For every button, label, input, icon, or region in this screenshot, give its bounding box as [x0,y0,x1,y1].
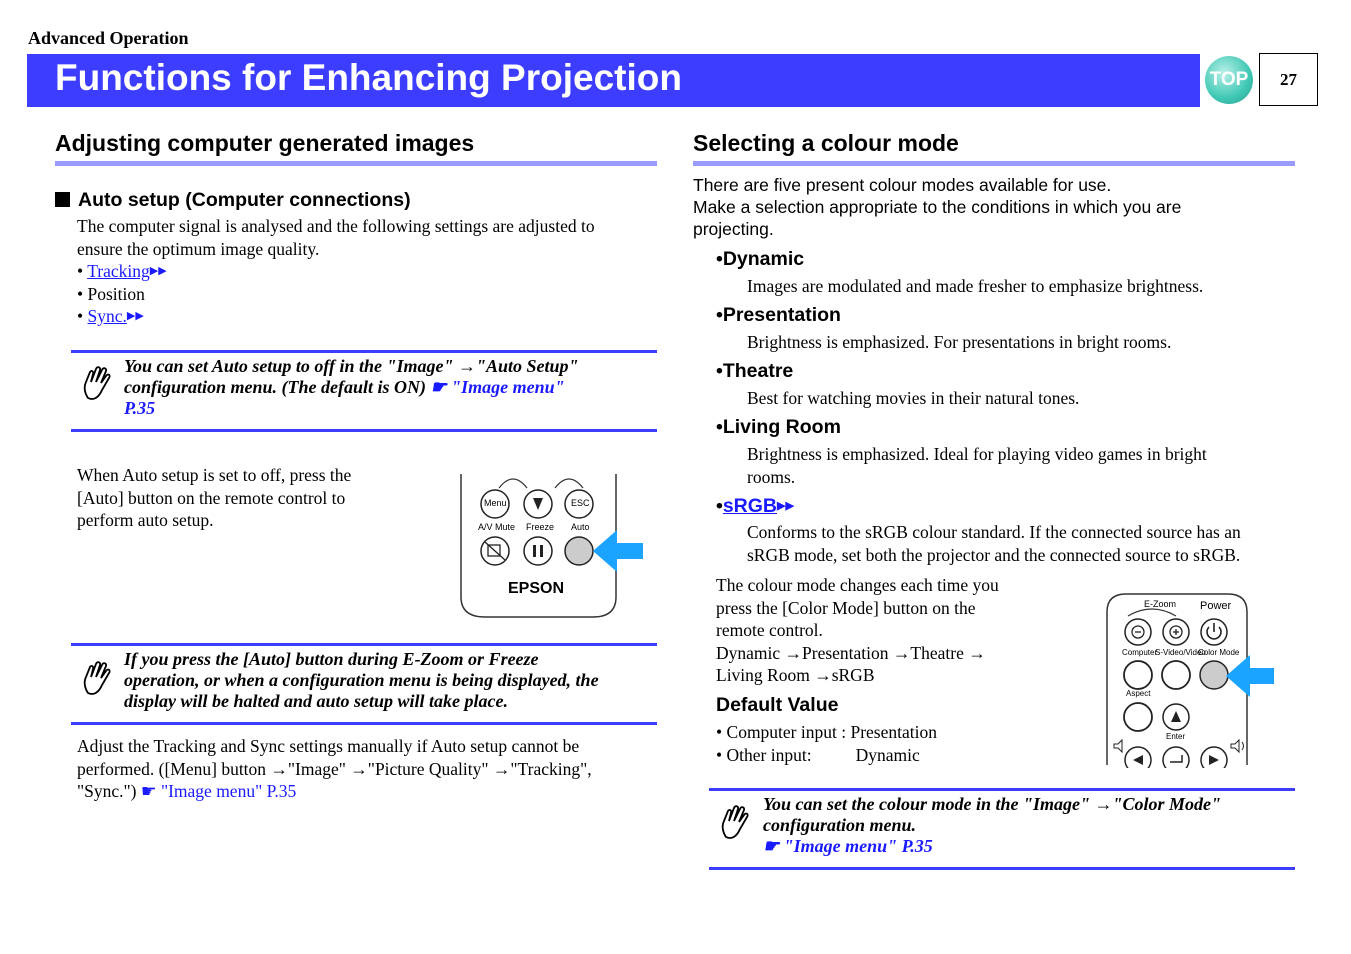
mode-living-room-heading: •Living Room [716,416,841,438]
remote1-avmute-label: A/V Mute [478,522,516,532]
colour-mode-change-text: The colour mode changes each time you press the [Color Mode] button on the remote control. Dynamic →Presentation →Theatre → Living Room →sRGB [716,575,999,685]
colour-mode-intro: There are five present colour modes available for use. Make a selection appropriate to the conditions in which you are projecting. [693,175,1182,239]
pointing-hand-icon: ☛ [140,781,157,801]
remote1-auto-label: Auto [571,522,590,532]
right-heading-rule [693,161,1295,166]
glossary-arrow-icon: ▶▶ [149,265,167,277]
tracking-link[interactable]: Tracking [87,261,150,281]
default-value-heading: Default Value [716,694,839,716]
enter-button-icon [1163,747,1189,768]
volume-up-icon [1231,740,1244,752]
glossary-arrow-icon: ▶▶ [777,500,794,512]
list-item-tracking: • Tracking▶▶ [77,261,167,281]
mode-srgb-heading: •sRGB▶▶ [716,495,794,517]
mode-theatre-heading: •Theatre [716,360,794,382]
remote2-computer-label: Computer [1122,648,1158,657]
right-heading: Selecting a colour mode [693,130,959,156]
page-title: Functions for Enhancing Projection [55,57,682,98]
settings-list [77,260,167,328]
image-menu-link[interactable]: "Image menu" [451,377,565,397]
mode-dynamic-heading: •Dynamic [716,248,805,270]
auto-setup-heading: Auto setup (Computer connections) [78,189,411,211]
freeze-button-icon [524,537,552,565]
color-mode-button-icon [1200,661,1228,689]
pointer-arrow-icon [593,530,643,572]
remote1-freeze-label: Freeze [526,522,555,532]
page-number: 27 [1259,53,1318,106]
manual-adjust-text: Adjust the Tracking and Sync settings manually if Auto setup cannot be performed. ([Menu] button →"Image" →"Picture Quality" →"Tracking", "Sync.") ☛ "Image menu" P.35 [77,736,592,801]
mode-presentation-desc: Brightness is emphasized. For presentations in bright rooms. [747,332,1172,352]
sync-link[interactable]: Sync. [87,306,127,326]
list-item-sync: • Sync.▶▶ [77,306,144,326]
image-menu-link[interactable]: "Image menu" P.35 [160,781,297,801]
intro-line: The computer signal is analysed and the following settings are adjusted to [77,216,595,236]
top-button[interactable]: TOP [1205,56,1253,104]
mode-theatre-desc: Best for watching movies in their natural tones. [747,388,1080,408]
section-label: Advanced Operation [28,28,189,48]
remote2-colormode-label: Color Mode [1198,648,1240,657]
glossary-arrow-icon: ▶▶ [126,310,144,322]
remote2-enter-label: Enter [1166,732,1186,741]
note1-text: You can set Auto setup to off in the "Image" →"Auto Setup" configuration menu. (The default is ON) ☛ "Image menu" P.35 [124,356,654,419]
default-value-list [716,721,937,766]
remote2-power-label: Power [1200,600,1232,612]
hand-note-icon [80,364,116,406]
pointing-hand-icon: ☛ [430,377,447,397]
note3-text: You can set the colour mode in the "Image" →"Color Mode" configuration menu. ☛ "Image menu" P.35 [763,794,1221,856]
left-heading: Adjusting computer generated images [55,130,475,156]
aspect-button-icon [1124,703,1152,731]
intro-line: ensure the optimum image quality. [77,238,320,259]
computer-button-icon [1124,661,1152,689]
note2-text: If you press the [Auto] button during E-Zoom or Freeze operation, or when a configuration menu is being displayed, the display will be halted and auto setup will take place. [124,649,599,711]
remote2-aspect-label: Aspect [1126,689,1151,698]
mode-dynamic-desc: Images are modulated and made fresher to emphasize brightness. [747,276,1204,296]
auto-button-icon [565,537,593,565]
remote-control-colormode-illustration [1100,590,1280,768]
pointer-arrow-icon [1226,655,1274,697]
left-heading-rule [55,161,657,166]
default-other-input: • Other input: Dynamic [716,744,920,765]
remote2-svideo-label: S-Video/Video [1155,648,1206,657]
svideo-button-icon [1162,661,1190,689]
image-menu-link[interactable]: "Image menu" P.35 [783,836,933,856]
remote-control-auto-illustration [455,472,650,622]
srgb-link[interactable]: sRGB [722,495,778,517]
mode-srgb-desc: Conforms to the sRGB colour standard. If the connected source has an sRGB mode, set both the projector and the connected source to sRGB. [747,522,1241,565]
square-bullet-icon [55,192,70,207]
pointing-hand-icon: ☛ [763,836,780,856]
volume-down-icon [1114,740,1122,752]
remote2-ezoom-label: E-Zoom [1144,599,1177,609]
hand-note-icon [718,803,754,845]
auto-setup-intro [77,215,595,260]
remote1-menu-label: Menu [484,498,507,508]
list-item-position: • Position [77,283,145,304]
mode-living-room-desc: Brightness is emphasized. Ideal for playing video games in bright rooms. [747,444,1207,487]
remote1-esc-label: ESC [571,498,590,508]
default-computer-input: • Computer input : Presentation [716,722,937,742]
image-menu-page[interactable]: P.35 [124,398,156,418]
hand-note-icon [80,659,116,701]
mode-presentation-heading: •Presentation [716,304,841,326]
auto-off-text: When Auto setup is set to off, press the [Auto] button on the remote control to perform auto setup. [77,465,352,530]
epson-logo: EPSON [508,580,565,597]
